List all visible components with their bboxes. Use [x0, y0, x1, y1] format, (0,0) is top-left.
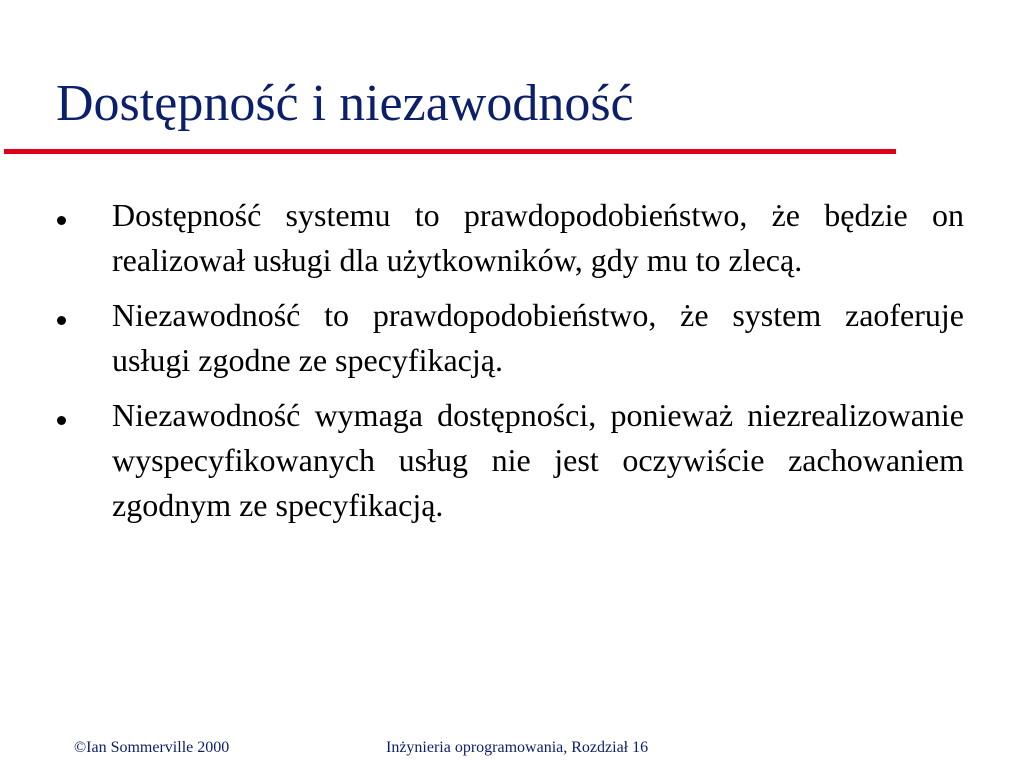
bullet-text: Dostępność systemu to prawdopodobieństwo, że będzie on realizował usługi dla użytkowników, gdy mu to zlecą. — [112, 197, 964, 278]
bullet-icon — [57, 416, 66, 425]
bullet-text: Niezawodność to prawdopodobieństwo, że system zaoferuje usługi zgodne ze specyfikacją. — [112, 297, 964, 378]
bullet-icon — [57, 216, 66, 225]
footer-course-chapter: Inżynieria oprogramowania, Rozdział 16 — [386, 739, 649, 756]
bullet-item — [56, 293, 964, 383]
bullet-item — [56, 393, 964, 528]
footer-copyright: ©Ian Sommerville 2000 — [74, 739, 230, 756]
bullet-item — [56, 193, 964, 283]
bullet-text: Niezawodność wymaga dostępności, ponieważ niezrealizowanie wyspecyfikowanych usług nie jest oczywiście zachowaniem zgodnym ze specyfikacją. — [112, 397, 964, 523]
title-underline — [4, 149, 896, 154]
bullet-list — [56, 193, 964, 538]
bullet-icon — [57, 316, 66, 325]
slide-title: Dostępność i niezawodność — [56, 75, 634, 132]
